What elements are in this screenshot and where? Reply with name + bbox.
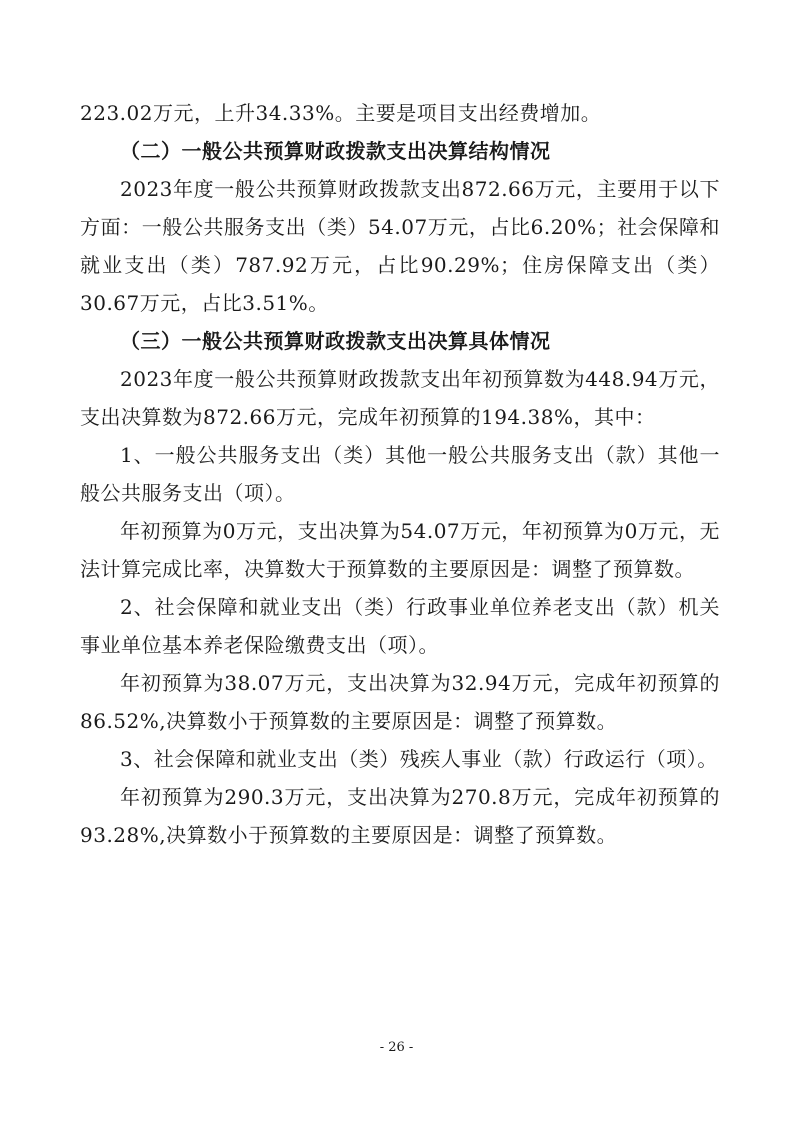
paragraph-overview: 2023年度一般公共预算财政拨款支出年初预算数为448.94万元，支出决算数为872.66万元，完成年初预算的194.38%，其中： xyxy=(80,367,720,429)
document-body xyxy=(80,94,720,854)
page-number: - 26 - xyxy=(379,1040,414,1055)
paragraph-continuation: 223.02万元，上升34.33%。主要是项目支出经费增加。 xyxy=(80,101,602,125)
paragraph-item-1-detail: 年初预算为0万元，支出决算为54.07万元，年初预算为0万元，无法计算完成比率，决算数大于预算数的主要原因是：调整了预算数。 xyxy=(80,519,720,581)
paragraph-item-1-title: 1、一般公共服务支出（类）其他一般公共服务支出（款）其他一般公共服务支出（项）。 xyxy=(80,443,720,505)
paragraph-item-3-title: 3、社会保障和就业支出（类）残疾人事业（款）行政运行（项）。 xyxy=(120,747,718,771)
paragraph-item-3-detail: 年初预算为290.3万元，支出决算为270.8万元，完成年初预算的93.28%,决算数小于预算数的主要原因是：调整了预算数。 xyxy=(80,785,720,847)
section-heading-3: （三）一般公共预算财政拨款支出决算具体情况 xyxy=(120,329,551,353)
paragraph-item-2-detail: 年初预算为38.07万元，支出决算为32.94万元，完成年初预算的86.52%,决算数小于预算数的主要原因是：调整了预算数。 xyxy=(80,671,720,733)
paragraph-item-2-title: 2、社会保障和就业支出（类）行政事业单位养老支出（款）机关事业单位基本养老保险缴费支出（项）。 xyxy=(80,595,720,657)
paragraph-structure: 2023年度一般公共预算财政拨款支出872.66万元，主要用于以下方面：一般公共服务支出（类）54.07万元，占比6.20%；社会保障和就业支出（类）787.92万元，占比90.29%；住房保障支出（类）30.67万元，占比3.51%。 xyxy=(80,177,720,315)
section-heading-2: （二）一般公共预算财政拨款支出决算结构情况 xyxy=(120,139,551,163)
